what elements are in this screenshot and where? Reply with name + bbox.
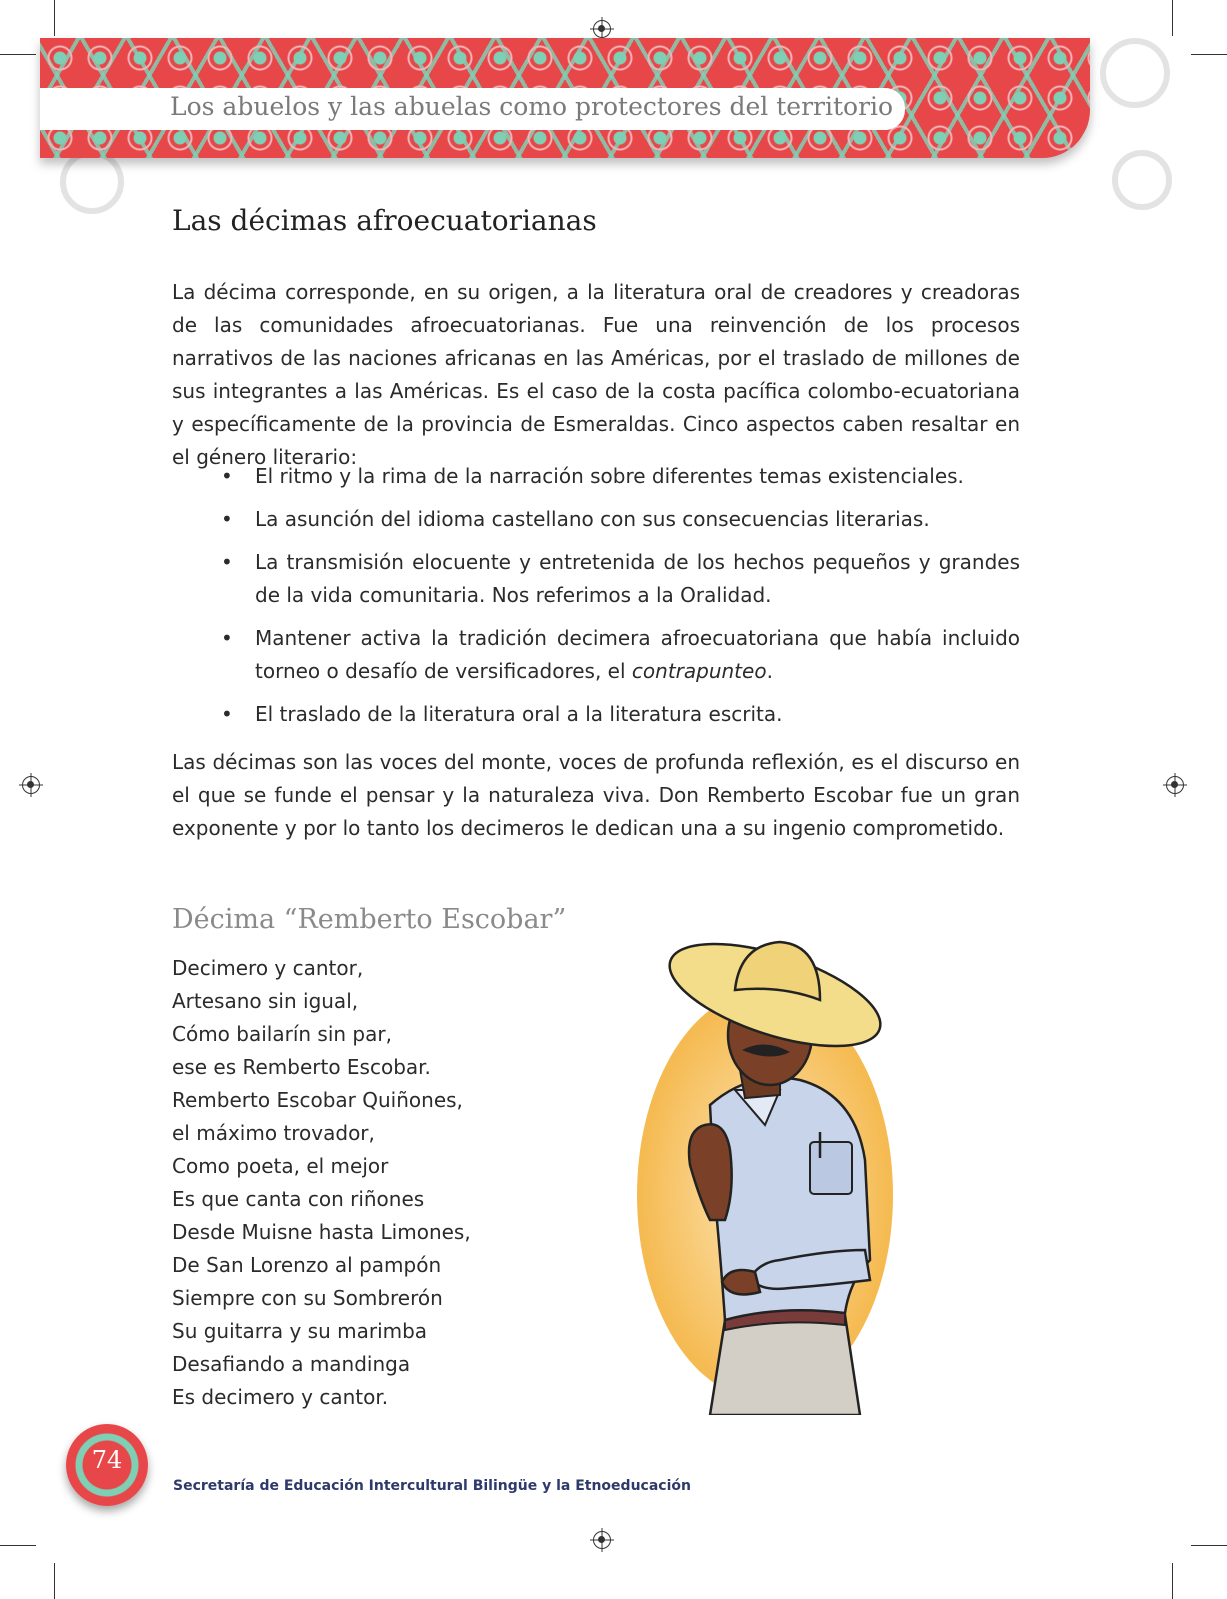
crop-mark xyxy=(1191,1545,1227,1546)
chapter-title: Los abuelos y las abuelas como protectores del territorio xyxy=(170,92,894,121)
crop-mark xyxy=(1191,54,1227,55)
crop-mark xyxy=(54,0,55,36)
bullet-icon: • xyxy=(221,464,233,488)
registration-mark-icon xyxy=(593,1531,611,1549)
intro-paragraph: La décima corresponde, en su origen, a la literatura oral de creadores y creadoras de las comunidades afroecuatorianas. Fue una reinvención de los procesos narrativos de las naciones africanas en las Américas, por el traslado de millones de sus integrantes a las Américas. Es el caso de la costa pacífica colombo-ecuatoriana y específicamente de la provincia de Esmeraldas. Cinco aspectos caben resaltar en el género literario: xyxy=(172,280,1020,469)
shirt-pocket xyxy=(810,1142,852,1194)
list-item-text: El ritmo y la rima de la narración sobre diferentes temas existenciales. xyxy=(255,464,964,488)
swirl-ornament-icon xyxy=(1100,38,1170,108)
lower-hand xyxy=(722,1270,760,1295)
list-item xyxy=(221,546,1020,612)
poem-line: Como poeta, el mejor xyxy=(172,1154,389,1178)
poem-line: ese es Remberto Escobar. xyxy=(172,1055,431,1079)
poem-line: Cómo bailarín sin par, xyxy=(172,1022,392,1046)
list-item-text: El traslado de la literatura oral a la literatura escrita. xyxy=(255,702,783,726)
poem-line: Remberto Escobar Quiñones, xyxy=(172,1088,463,1112)
list-item xyxy=(221,622,1020,688)
poem-line: Es que canta con riñones xyxy=(172,1187,425,1211)
bullet-icon: • xyxy=(221,702,233,726)
poem-title: Décima “Remberto Escobar” xyxy=(172,904,567,935)
swirl-ornament-icon xyxy=(1112,150,1172,210)
aspects-list xyxy=(221,460,1020,741)
header-banner xyxy=(40,38,1090,158)
poem-line: Desafiando a mandinga xyxy=(172,1352,411,1376)
list-item xyxy=(221,698,1020,731)
crop-mark xyxy=(0,54,36,55)
swirl-ornament-icon xyxy=(60,150,124,214)
poem-line: Desde Muisne hasta Limones, xyxy=(172,1220,471,1244)
poem-line: Su guitarra y su marimba xyxy=(172,1319,428,1343)
poem-line: Es decimero y cantor. xyxy=(172,1385,389,1409)
header-title-bar xyxy=(40,88,905,130)
bullet-icon: • xyxy=(221,507,233,531)
page-number-badge xyxy=(66,1424,148,1506)
footer-publisher: Secretaría de Educación Intercultural Bilingüe y la Etnoeducación xyxy=(173,1478,691,1494)
poem-line: Decimero y cantor, xyxy=(172,956,364,980)
list-item-text: Mantener activa la tradición decimera afroecuatoriana que había incluido torneo o desafío de versificadores, el xyxy=(255,626,1020,683)
registration-mark-icon xyxy=(22,776,40,794)
poem-line: Siempre con su Sombrerón xyxy=(172,1286,443,1310)
poem-line: el máximo trovador, xyxy=(172,1121,375,1145)
list-item-text: La asunción del idioma castellano con sus consecuencias literarias. xyxy=(255,507,930,531)
bullet-icon: • xyxy=(221,626,233,650)
crop-mark xyxy=(54,1563,55,1599)
closing-paragraph: Las décimas son las voces del monte, voces de profunda reflexión, es el discurso en el que se funde el pensar y la naturaleza viva. Don Remberto Escobar fue un gran exponente y por lo tanto los decimeros le dedican una a su ingenio comprometido. xyxy=(172,750,1020,840)
crop-mark xyxy=(1172,0,1173,36)
poem-line: De San Lorenzo al pampón xyxy=(172,1253,442,1277)
registration-mark-icon xyxy=(593,20,611,38)
list-item-period: . xyxy=(766,659,773,683)
italic-term: contrapunteo xyxy=(631,659,767,683)
list-item-text: La transmisión elocuente y entretenida de los hechos pequeños y grandes de la vida comunitaria. Nos referimos a la Oralidad. xyxy=(255,550,1020,607)
poem-lines xyxy=(172,952,471,1414)
list-item xyxy=(221,503,1020,536)
registration-mark-icon xyxy=(1166,776,1184,794)
crop-mark xyxy=(1172,1563,1173,1599)
remberto-escobar-illustration xyxy=(630,920,900,1415)
crop-mark xyxy=(0,1545,36,1546)
list-item xyxy=(221,460,1020,493)
section-title: Las décimas afroecuatorianas xyxy=(172,204,597,237)
poem-line: Artesano sin igual, xyxy=(172,989,359,1013)
page-number: 74 xyxy=(91,1446,123,1474)
bullet-icon: • xyxy=(221,550,233,574)
